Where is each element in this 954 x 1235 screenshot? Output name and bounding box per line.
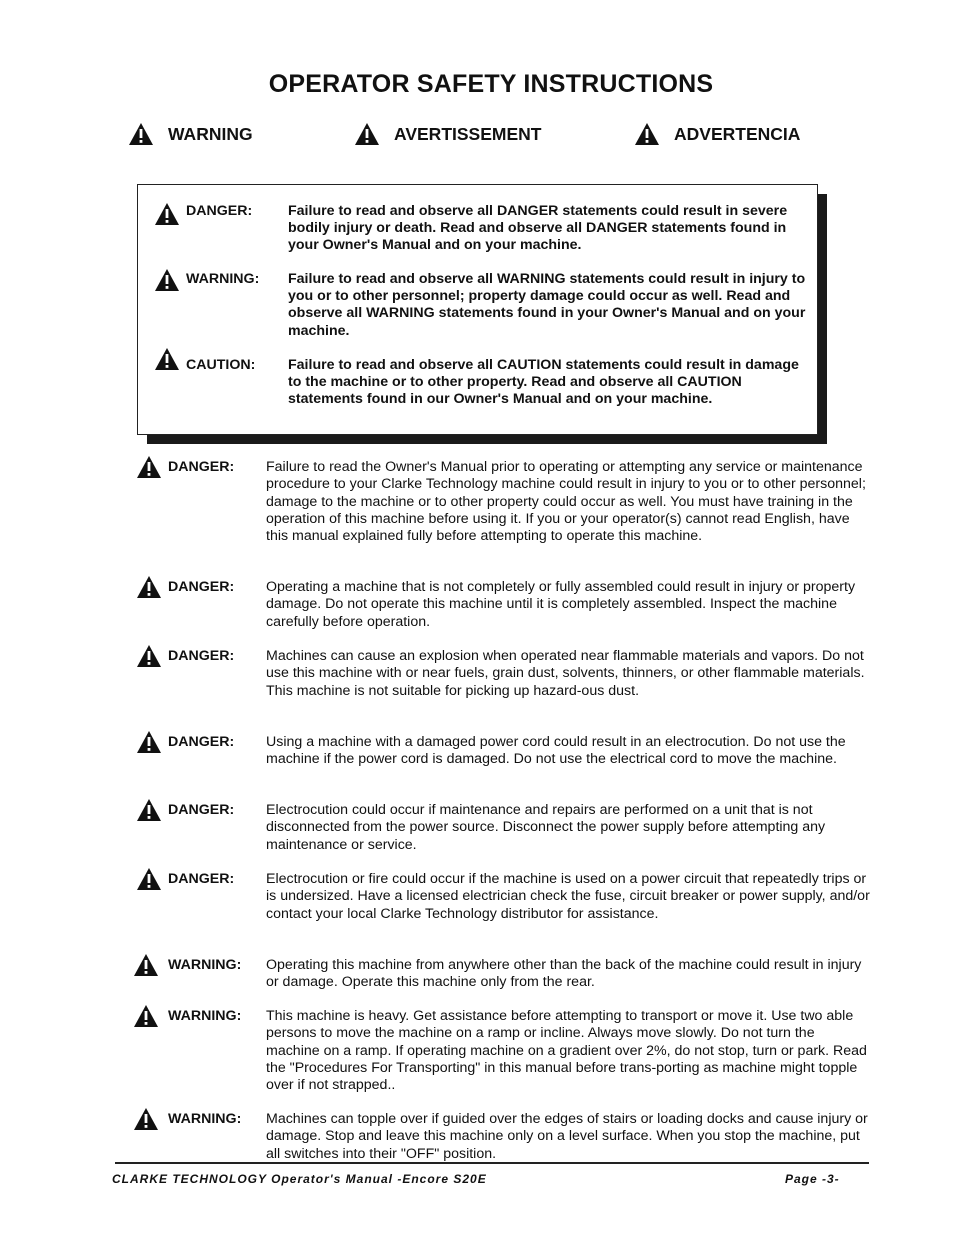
safety-entry-text: Failure to read the Owner's Manual prior to operating or attempting any service or maintenance procedure to your Clarke Technology machine could result in injury to you or to other personnel; damage to the machine or to other property could occur as well. You must have training in the operation of this machine before using it. If you or your operator(s) cannot read English, have this manual explained fully before attempting to operate this machine. [266, 459, 866, 545]
safety-entry-label: WARNING: [168, 1008, 242, 1024]
warning-triangle-icon [136, 575, 162, 599]
language-heading-spanish [634, 122, 800, 146]
language-heading-label: ADVERTENCIA [674, 123, 801, 144]
definition-text: Failure to read and observe all CAUTION statements could result in damage to the machine or to other property. Read and observe all CAUTION statements found in our Owner's Manual and on your machine. [288, 357, 799, 408]
safety-entry-label: DANGER: [168, 802, 235, 818]
safety-entry-label: DANGER: [168, 734, 235, 750]
safety-entry-label: DANGER: [168, 871, 235, 887]
safety-entry-label: DANGER: [168, 579, 235, 595]
warning-triangle-icon [136, 798, 162, 822]
warning-triangle-icon [128, 122, 154, 146]
warning-triangle-icon [154, 202, 180, 226]
language-heading-label: WARNING [168, 123, 253, 144]
definition-label: DANGER: [186, 203, 253, 219]
warning-triangle-icon [133, 1004, 159, 1028]
warning-triangle-icon [154, 347, 180, 371]
safety-entry-text: This machine is heavy. Get assistance before attempting to transport or move it. Use two able persons to move the machine on a ramp or incline. Always move slowly. Do not turn the machine on a ramp. If operating machine on a gradient over 2%, do not stop, turn or park. Read the "Procedures For Transporting" in this manual before trans-porting as machine might topple over if not strapped.. [266, 1008, 867, 1094]
warning-triangle-icon [133, 1107, 159, 1131]
safety-entry-text: Machines can topple over if guided over the edges of stairs or loading docks and cause injury or damage. Stop and leave this machine only on a level surface. When you stop the machine, put all switches into their "OFF" position. [266, 1111, 868, 1162]
warning-triangle-icon [136, 867, 162, 891]
definition-label: CAUTION: [186, 357, 256, 373]
footer-page-number: Page -3- [785, 1172, 840, 1186]
safety-entry-text: Electrocution could occur if maintenance and repairs are performed on a unit that is not disconnected from the power source. Disconnect the power supply before attempting any maintenance or service. [266, 802, 826, 853]
warning-triangle-icon [154, 268, 180, 292]
definition-label: WARNING: [186, 271, 260, 287]
definition-text: Failure to read and observe all DANGER statements could result in severe bodily injury or death. Read and observe all DANGER statements found in your Owner's Manual and on your machine. [288, 203, 788, 254]
safety-entry-text: Operating this machine from anywhere other than the back of the machine could result in injury or damage. Operate this machine only from the rear. [266, 957, 862, 991]
warning-triangle-icon [354, 122, 380, 146]
footer-manual-title: CLARKE TECHNOLOGY Operator's Manual -Encore S20E [112, 1172, 487, 1186]
definitions-box [137, 184, 818, 435]
warning-triangle-icon [136, 730, 162, 754]
safety-entry-text: Operating a machine that is not completely or fully assembled could result in injury or property damage. Do not operate this machine until it is completely assembled. Inspect the machine carefully before operation. [266, 579, 856, 630]
safety-entry-text: Electrocution or fire could occur if the machine is used on a power circuit that repeatedly trips or is undersized. Have a licensed electrician check the fuse, circuit breaker or power supply, and/or contact your local Clarke Technology distributor for assistance. [266, 871, 870, 922]
warning-triangle-icon [136, 455, 162, 479]
language-heading-english [128, 122, 253, 146]
warning-triangle-icon [634, 122, 660, 146]
safety-entry-label: WARNING: [168, 1111, 242, 1127]
language-headings [0, 122, 954, 152]
warning-triangle-icon [133, 953, 159, 977]
safety-entry-label: DANGER: [168, 648, 235, 664]
safety-entry-text: Using a machine with a damaged power cord could result in an electrocution. Do not use the machine if the power cord is damaged. Do not use the electrical cord to move the machine. [266, 734, 846, 768]
safety-entry-label: WARNING: [168, 957, 242, 973]
page-title: OPERATOR SAFETY INSTRUCTIONS [268, 70, 714, 98]
safety-entry-label: DANGER: [168, 459, 235, 475]
language-heading-label: AVERTISSEMENT [394, 123, 542, 144]
footer-divider [115, 1162, 869, 1164]
safety-entry-text: Machines can cause an explosion when operated near flammable materials and vapors. Do not use this machine with or near fuels, grain dust, solvents, thinners, or other flammable materials. This machine is not suitable for picking up hazard-ous dust. [266, 648, 865, 699]
definition-text: Failure to read and observe all WARNING statements could result in injury to you or to other personnel; property damage could occur as well. Read and observe all WARNING statements found in your Owner's Manual and on your machine. [288, 271, 806, 339]
language-heading-french [354, 122, 541, 146]
warning-triangle-icon [136, 644, 162, 668]
